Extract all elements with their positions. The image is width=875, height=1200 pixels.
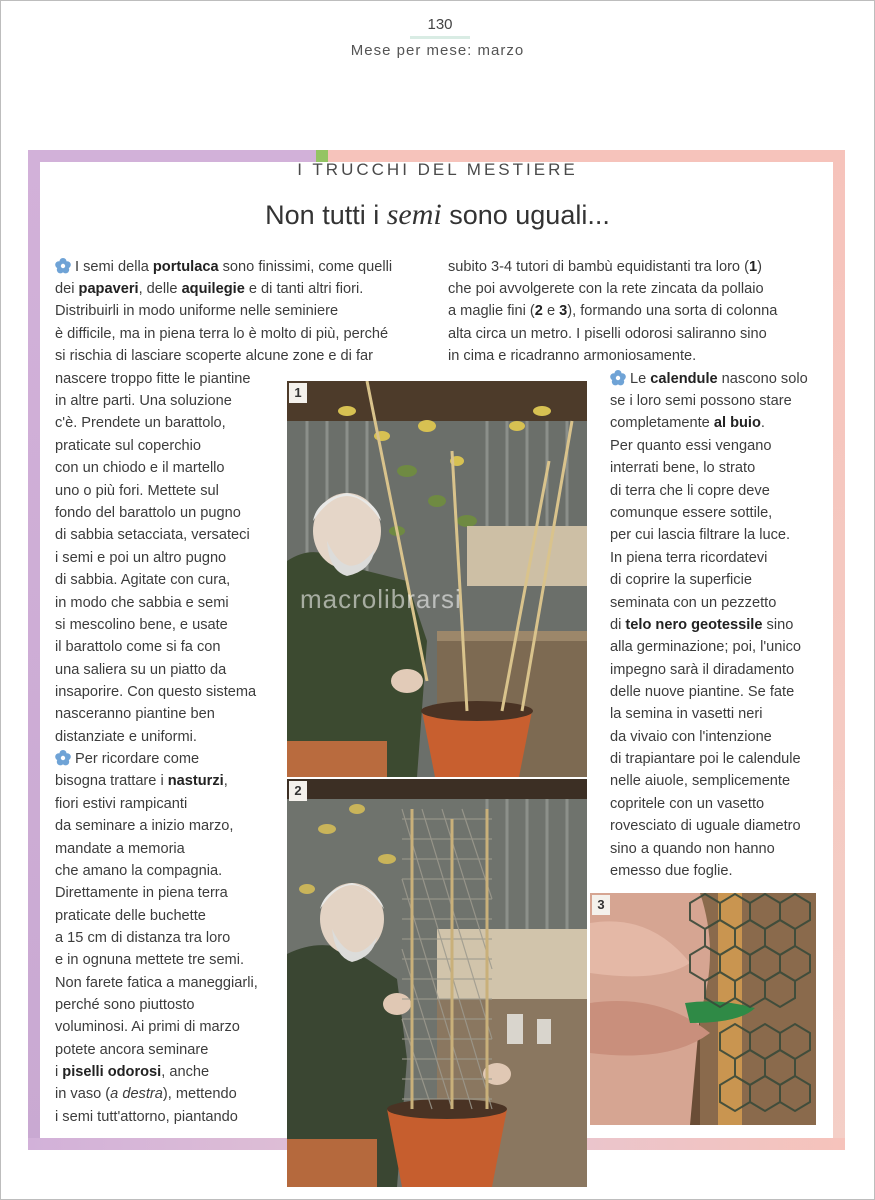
text-line-vaso: in vaso (a destra), mettendo	[55, 1086, 237, 1102]
text-line: i semi tutt'attorno, piantando	[55, 1109, 238, 1125]
paragraph-portulaca-line5: si rischia di lasciare scoperte alcune zone e di far	[55, 348, 373, 364]
watermark-text: macrolibrarsi	[300, 584, 462, 614]
paragraph-portulaca-line2: dei papaveri, delle aquilegie e di tanti altri fiori.	[55, 281, 364, 297]
headline	[160, 198, 715, 232]
text-line: impegno sarà il diradamento	[610, 662, 795, 678]
paragraph-portulaca-line4: è difficile, ma in piena terra lo è molto di più, perché	[55, 326, 389, 342]
paragraph-portulaca-line1: I semi della portulaca sono finissimi, come quelli	[55, 256, 392, 278]
text-line: rovesciato di uguale diametro	[610, 818, 801, 834]
text-line: potete ancora seminare	[55, 1042, 209, 1058]
text-line-buio: completamente al buio.	[610, 415, 765, 431]
text-line: da vivaio con l'intenzione	[610, 729, 772, 745]
text-line: uno o più fori. Mettete sul	[55, 483, 219, 499]
text-line: e in ognuna mettete tre semi.	[55, 952, 245, 968]
page-number: 130	[410, 16, 470, 39]
text-line: mandate a memoria	[55, 841, 185, 857]
text-line: praticate delle buchette	[55, 908, 206, 924]
text-line: la semina in vasetti neri	[610, 706, 763, 722]
text-line: se i loro semi possono stare	[610, 393, 792, 409]
text-line: alla germinazione; poi, l'unico	[610, 639, 801, 655]
text-line-maglie: a maglie fini (2 e 3), formando una sorta di colonna	[448, 303, 778, 319]
text-line: distanziate e uniformi.	[55, 729, 197, 745]
text-line: Non farete fatica a maneggiarli,	[55, 975, 258, 991]
text-line: di sabbia. Agitate con cura,	[55, 572, 231, 588]
text-line: in cima e ricadranno armoniosamente.	[448, 348, 697, 364]
text-line: Direttamente in piena terra	[55, 885, 228, 901]
text-line: copritele con un vasetto	[610, 796, 765, 812]
text-line: da seminare a inizio marzo,	[55, 818, 234, 834]
text-line: sino a quando non hanno	[610, 841, 775, 857]
paragraph-nasturzi-line2: bisogna trattare i nasturzi,	[55, 773, 228, 789]
text-line: c'è. Prendete un barattolo,	[55, 415, 226, 431]
text-line: in altre parti. Una soluzione	[55, 393, 232, 409]
photo-badge-1: 1	[289, 383, 307, 403]
text-line: con un chiodo e il martello	[55, 460, 225, 476]
text-line: in modo che sabbia e semi	[55, 595, 229, 611]
text-line: nelle aiuole, semplicemente	[610, 773, 791, 789]
text-line: perché sono piuttosto	[55, 997, 195, 1013]
text-line: voluminosi. Ai primi di marzo	[55, 1019, 240, 1035]
text-line: di terra che li copre deve	[610, 483, 770, 499]
text-line: emesso due foglie.	[610, 863, 733, 879]
text-line: di coprire la superficie	[610, 572, 752, 588]
text-line: fondo del barattolo un pugno	[55, 505, 241, 521]
photo-3-wire-closeup	[590, 893, 816, 1125]
text-line-tutori: subito 3-4 tutori di bambù equidistanti tra loro (1)	[448, 259, 762, 275]
text-line: a 15 cm di distanza tra loro	[55, 930, 231, 946]
text-line: In piena terra ricordatevi	[610, 550, 768, 566]
paragraph-calendule-line1: Le calendule nascono solo	[610, 368, 808, 390]
photo-badge-3: 3	[592, 895, 610, 915]
text-line: per cui lascia filtrare la luce.	[610, 527, 791, 543]
box-frame-left	[28, 150, 40, 1150]
text-line: nascere troppo fitte le piantine	[55, 371, 251, 387]
flower-icon	[610, 370, 626, 386]
section-label: I TRUCCHI DEL MESTIERE	[297, 160, 578, 179]
text-line: praticate sul coperchio	[55, 438, 202, 454]
text-line: una saliera su un piatto da	[55, 662, 227, 678]
text-line: insaporire. Con questo sistema	[55, 684, 257, 700]
text-line: delle nuove piantine. Se fate	[610, 684, 795, 700]
photo-badge-2: 2	[289, 781, 307, 801]
photo-1-planting-bamboo	[287, 381, 587, 777]
text-line-piselli: i piselli odorosi, anche	[55, 1064, 210, 1080]
photo-2-chicken-wire	[287, 779, 587, 1187]
text-line: Per quanto essi vengano	[610, 438, 772, 454]
text-line: il barattolo come si fa con	[55, 639, 221, 655]
box-frame-right	[833, 150, 845, 1150]
headline-end: sono uguali...	[441, 200, 610, 230]
text-line: che poi avvolgerete con la rete zincata da pollaio	[448, 281, 764, 297]
text-line: interrati bene, lo strato	[610, 460, 756, 476]
paragraph-nasturzi-line1: Per ricordare come	[55, 748, 199, 770]
text-line: fiori estivi rampicanti	[55, 796, 188, 812]
text-line: si mescolino bene, e usate	[55, 617, 228, 633]
text-line-telo: di telo nero geotessile sino	[610, 617, 794, 633]
text-line: nasceranno piantine ben	[55, 706, 215, 722]
headline-start: Non tutti i	[265, 200, 387, 230]
text-line: alta circa un metro. I piselli odorosi saliranno sino	[448, 326, 767, 342]
text-line: di sabbia setacciata, versateci	[55, 527, 250, 543]
text-line: i semi e poi un altro pugno	[55, 550, 227, 566]
text-line: seminata con un pezzetto	[610, 595, 777, 611]
text-line: comunque essere sottile,	[610, 505, 773, 521]
flower-icon	[55, 750, 71, 766]
running-head: Mese per mese: marzo	[350, 42, 525, 59]
text-line: di trapiantare poi le calendule	[610, 751, 801, 767]
headline-emphasis: semi	[386, 198, 442, 231]
flower-icon	[55, 258, 71, 274]
text-line: che amano la compagnia.	[55, 863, 223, 879]
paragraph-portulaca-line3: Distribuirli in modo uniforme nelle seminiere	[55, 303, 339, 319]
